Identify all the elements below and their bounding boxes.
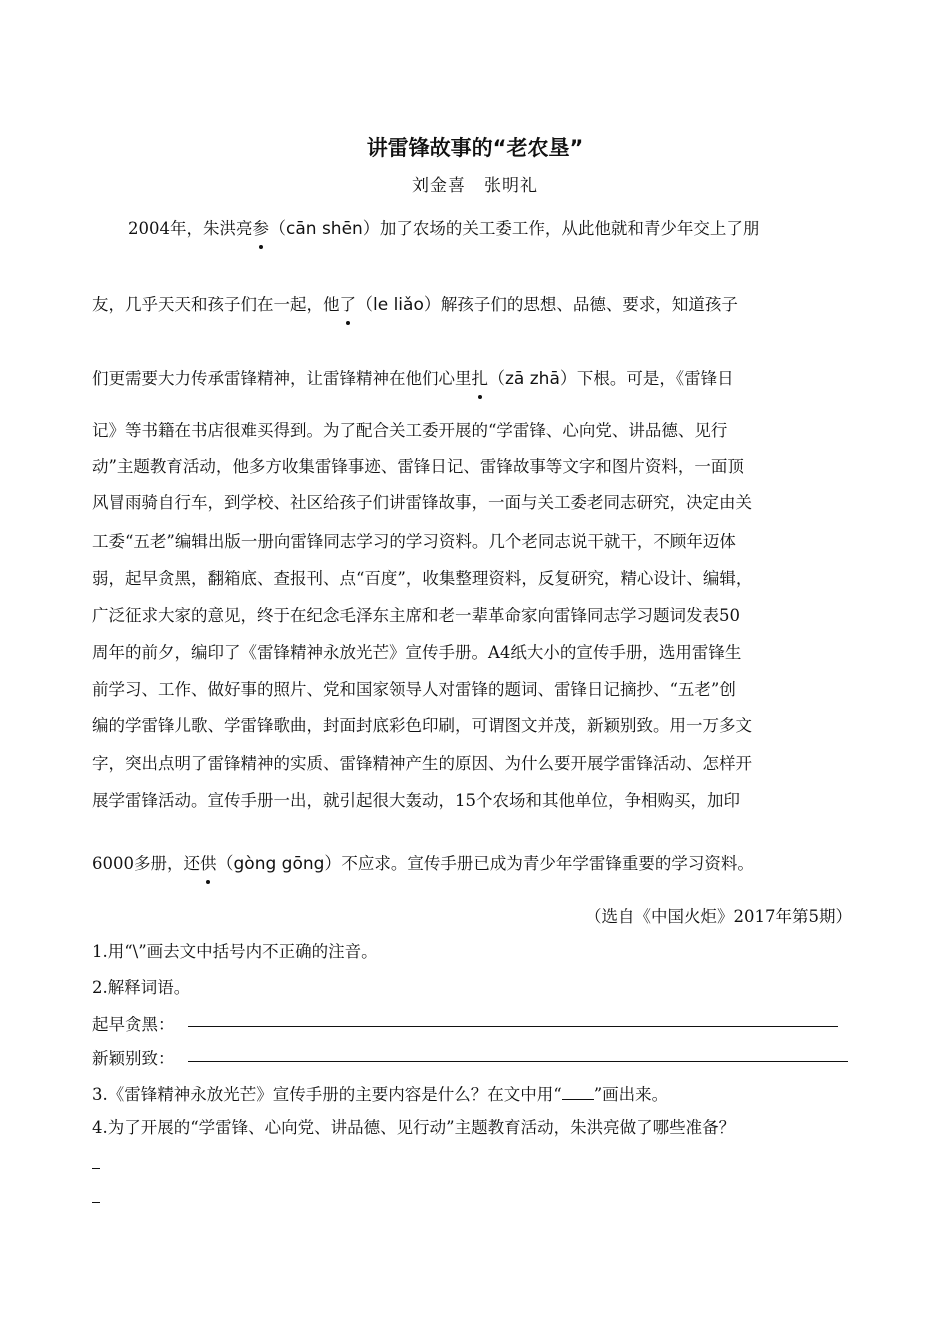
text-segment: 2004年，朱洪亮 — [128, 219, 253, 238]
paragraph-line: 编的学雷锋儿歌、学雷锋歌曲，封面封底彩色印刷，可谓图文并茂，新颖别致。用一万多文 — [92, 716, 752, 735]
emphasis-char: 扎 — [472, 367, 489, 391]
paragraph-line: 展学雷锋活动。宣传手册一出，就引起很大轰动，15个农场和其他单位，争相购买，加印 — [92, 791, 740, 810]
emphasis-char: 参 — [253, 217, 270, 241]
question-2b-label: 新颖别致： — [92, 1049, 175, 1068]
question-3 — [92, 1081, 668, 1105]
text-segment: 们更需要大力传承雷锋精神，让雷锋精神在他们心里 — [92, 369, 472, 388]
pinyin-options: （zā zhā） — [488, 369, 577, 389]
underline-mark — [562, 1085, 594, 1100]
question-2a-label: 起早贪黑： — [92, 1015, 175, 1034]
text-segment: 解孩子们的思想、品德、要求，知道孩子 — [440, 295, 738, 314]
question-1: 1.用“\”画去文中括号内不正确的注音。 — [92, 942, 378, 961]
paragraph-line: 风冒雨骑自行车，到学校、社区给孩子们讲雷锋故事，一面与关工委老同志研究，决定由关 — [92, 493, 752, 512]
paragraph-line-1 — [128, 217, 898, 241]
answer-blank-2a[interactable] — [188, 1026, 838, 1027]
answer-blank-4b[interactable] — [92, 1202, 100, 1203]
text-segment: 下根。可是，《雷锋日 — [576, 369, 734, 388]
pinyin-options: （gòng gōng） — [216, 854, 342, 874]
answer-blank-2b[interactable] — [188, 1061, 848, 1062]
paragraph-line: 动”主题教育活动，他多方收集雷锋事迹、雷锋日记、雷锋故事等文字和图片资料，一面顶 — [92, 457, 744, 476]
answer-blank-4a[interactable] — [92, 1168, 100, 1169]
paragraph-line: 广泛征求大家的意见，终于在纪念毛泽东主席和老一辈革命家向雷锋同志学习题词发表50 — [92, 606, 740, 625]
paragraph-line-2 — [92, 293, 862, 317]
paragraph-line: 弱，起早贪黑，翻箱底、查报刊、点“百度”，收集整理资料，反复研究，精心设计、编辑， — [92, 569, 753, 588]
paragraph-line: 记》等书籍在书店很难买得到。为了配合关工委开展的“学雷锋、心向党、讲品德、见行 — [92, 421, 728, 440]
question-2: 2.解释词语。 — [92, 978, 191, 997]
text-segment: 加了农场的关工委工作，从此他就和青少年交上了朋 — [379, 219, 760, 238]
paragraph-line: 周年的前夕，编印了《雷锋精神永放光芒》宣传手册。A4纸大小的宣传手册，选用雷锋生 — [92, 643, 742, 662]
question-3-text-end: ”画出来。 — [593, 1085, 669, 1104]
emphasis-char: 供 — [200, 852, 217, 876]
article-source: （选自《中国火炬》2017年第5期） — [585, 907, 852, 926]
article-title: 讲雷锋故事的“老农垦” — [366, 136, 584, 160]
paragraph-line: 字，突出点明了雷锋精神的实质、雷锋精神产生的原因、为什么要开展学雷锋活动、怎样开 — [92, 754, 752, 773]
emphasis-char: 了 — [340, 293, 357, 317]
text-segment: 友，几乎天天和孩子们在一起，他 — [92, 295, 340, 314]
paragraph-line: 前学习、工作、做好事的照片、党和国家领导人对雷锋的题词、雷锋日记摘抄、“五老”创 — [92, 680, 736, 699]
pinyin-options: （le liǎo） — [356, 295, 441, 315]
paragraph-line-last — [92, 852, 862, 876]
text-segment: 不应求。宣传手册已成为青少年学雷锋重要的学习资料。 — [341, 854, 754, 873]
article-authors: 刘金喜 张明礼 — [412, 176, 538, 196]
text-segment: 6000多册，还 — [92, 854, 200, 873]
paragraph-line: 工委“五老”编辑出版一册向雷锋同志学习的学习资料。几个老同志说干就干，不顾年迈体 — [92, 532, 736, 551]
question-4: 4.为了开展的“学雷锋、心向党、讲品德、见行动”主题教育活动，朱洪亮做了哪些准备？ — [92, 1118, 736, 1137]
pinyin-options: （cān shēn） — [269, 219, 380, 239]
paragraph-line-3 — [92, 367, 862, 391]
question-3-text: 3.《雷锋精神永放光芒》宣传手册的主要内容是什么？在文中用“ — [92, 1085, 562, 1104]
